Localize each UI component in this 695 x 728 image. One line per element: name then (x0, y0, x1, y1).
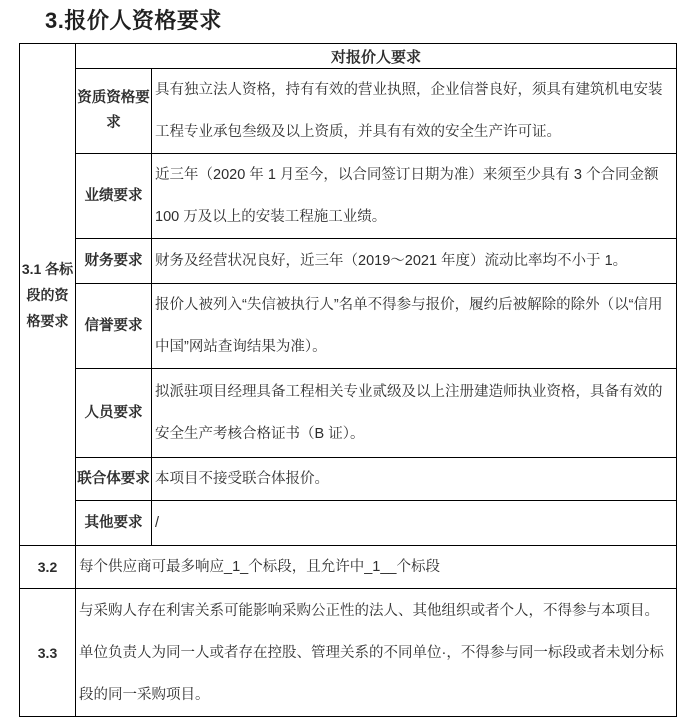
table-row-32 (20, 546, 677, 589)
section-33-content-cell: 与采购人存在利害关系可能影响采购公正性的法人、其他组织或者个人，不得参与本项目。单位负责人为同一人或者存在控股、管理关系的不同单位·，不得参与同一标段或者未划分标段的同一采购项目。 (76, 589, 677, 717)
section-33-id-cell: 3.3 (20, 589, 76, 717)
table-row (20, 239, 677, 284)
table-row (20, 458, 677, 501)
table-row (20, 284, 677, 369)
row-label-other: 其他要求 (76, 501, 152, 546)
table-row (20, 501, 677, 546)
row-content-finance: 财务及经营状况良好，近三年（2019～2021 年度）流动比率均不小于 1。 (152, 239, 677, 284)
row-label-finance: 财务要求 (76, 239, 152, 284)
table-header-cell: 对报价人要求 (76, 44, 677, 69)
section-31-id-cell: 3.1 各标段的资格要求 (20, 44, 76, 546)
qualification-requirements-table (19, 43, 677, 717)
table-row (20, 369, 677, 458)
row-content-qualification: 具有独立法人资格，持有有效的营业执照，企业信誉良好，须具有建筑机电安装工程专业承包叁级及以上资质，并具有有效的安全生产许可证。 (152, 69, 677, 154)
table-row-header (20, 44, 677, 69)
table-row (20, 154, 677, 239)
table-row (20, 69, 677, 154)
table-row-33 (20, 589, 677, 717)
row-label-credit: 信誉要求 (76, 284, 152, 369)
row-content-performance: 近三年（2020 年 1 月至今，以合同签订日期为准）来须至少具有 3 个合同金额 100 万及以上的安装工程施工业绩。 (152, 154, 677, 239)
row-label-qualification: 资质资格要求 (76, 69, 152, 154)
page-title: 3.报价人资格要求 (45, 8, 222, 33)
row-label-performance: 业绩要求 (76, 154, 152, 239)
row-content-other: / (152, 501, 677, 546)
row-content-consortium: 本项目不接受联合体报价。 (152, 458, 677, 501)
row-content-credit: 报价人被列入“失信被执行人”名单不得参与报价，履约后被解除的除外（以“信用中国”网站查询结果为准）。 (152, 284, 677, 369)
section-32-content-cell: 每个供应商可最多响应_1_个标段，且允许中_1__个标段 (76, 546, 677, 589)
section-32-id-cell: 3.2 (20, 546, 76, 589)
row-content-personnel: 拟派驻项目经理具备工程相关专业贰级及以上注册建造师执业资格，具备有效的安全生产考核合格证书（B 证）。 (152, 369, 677, 458)
row-label-consortium: 联合体要求 (76, 458, 152, 501)
row-label-personnel: 人员要求 (76, 369, 152, 458)
